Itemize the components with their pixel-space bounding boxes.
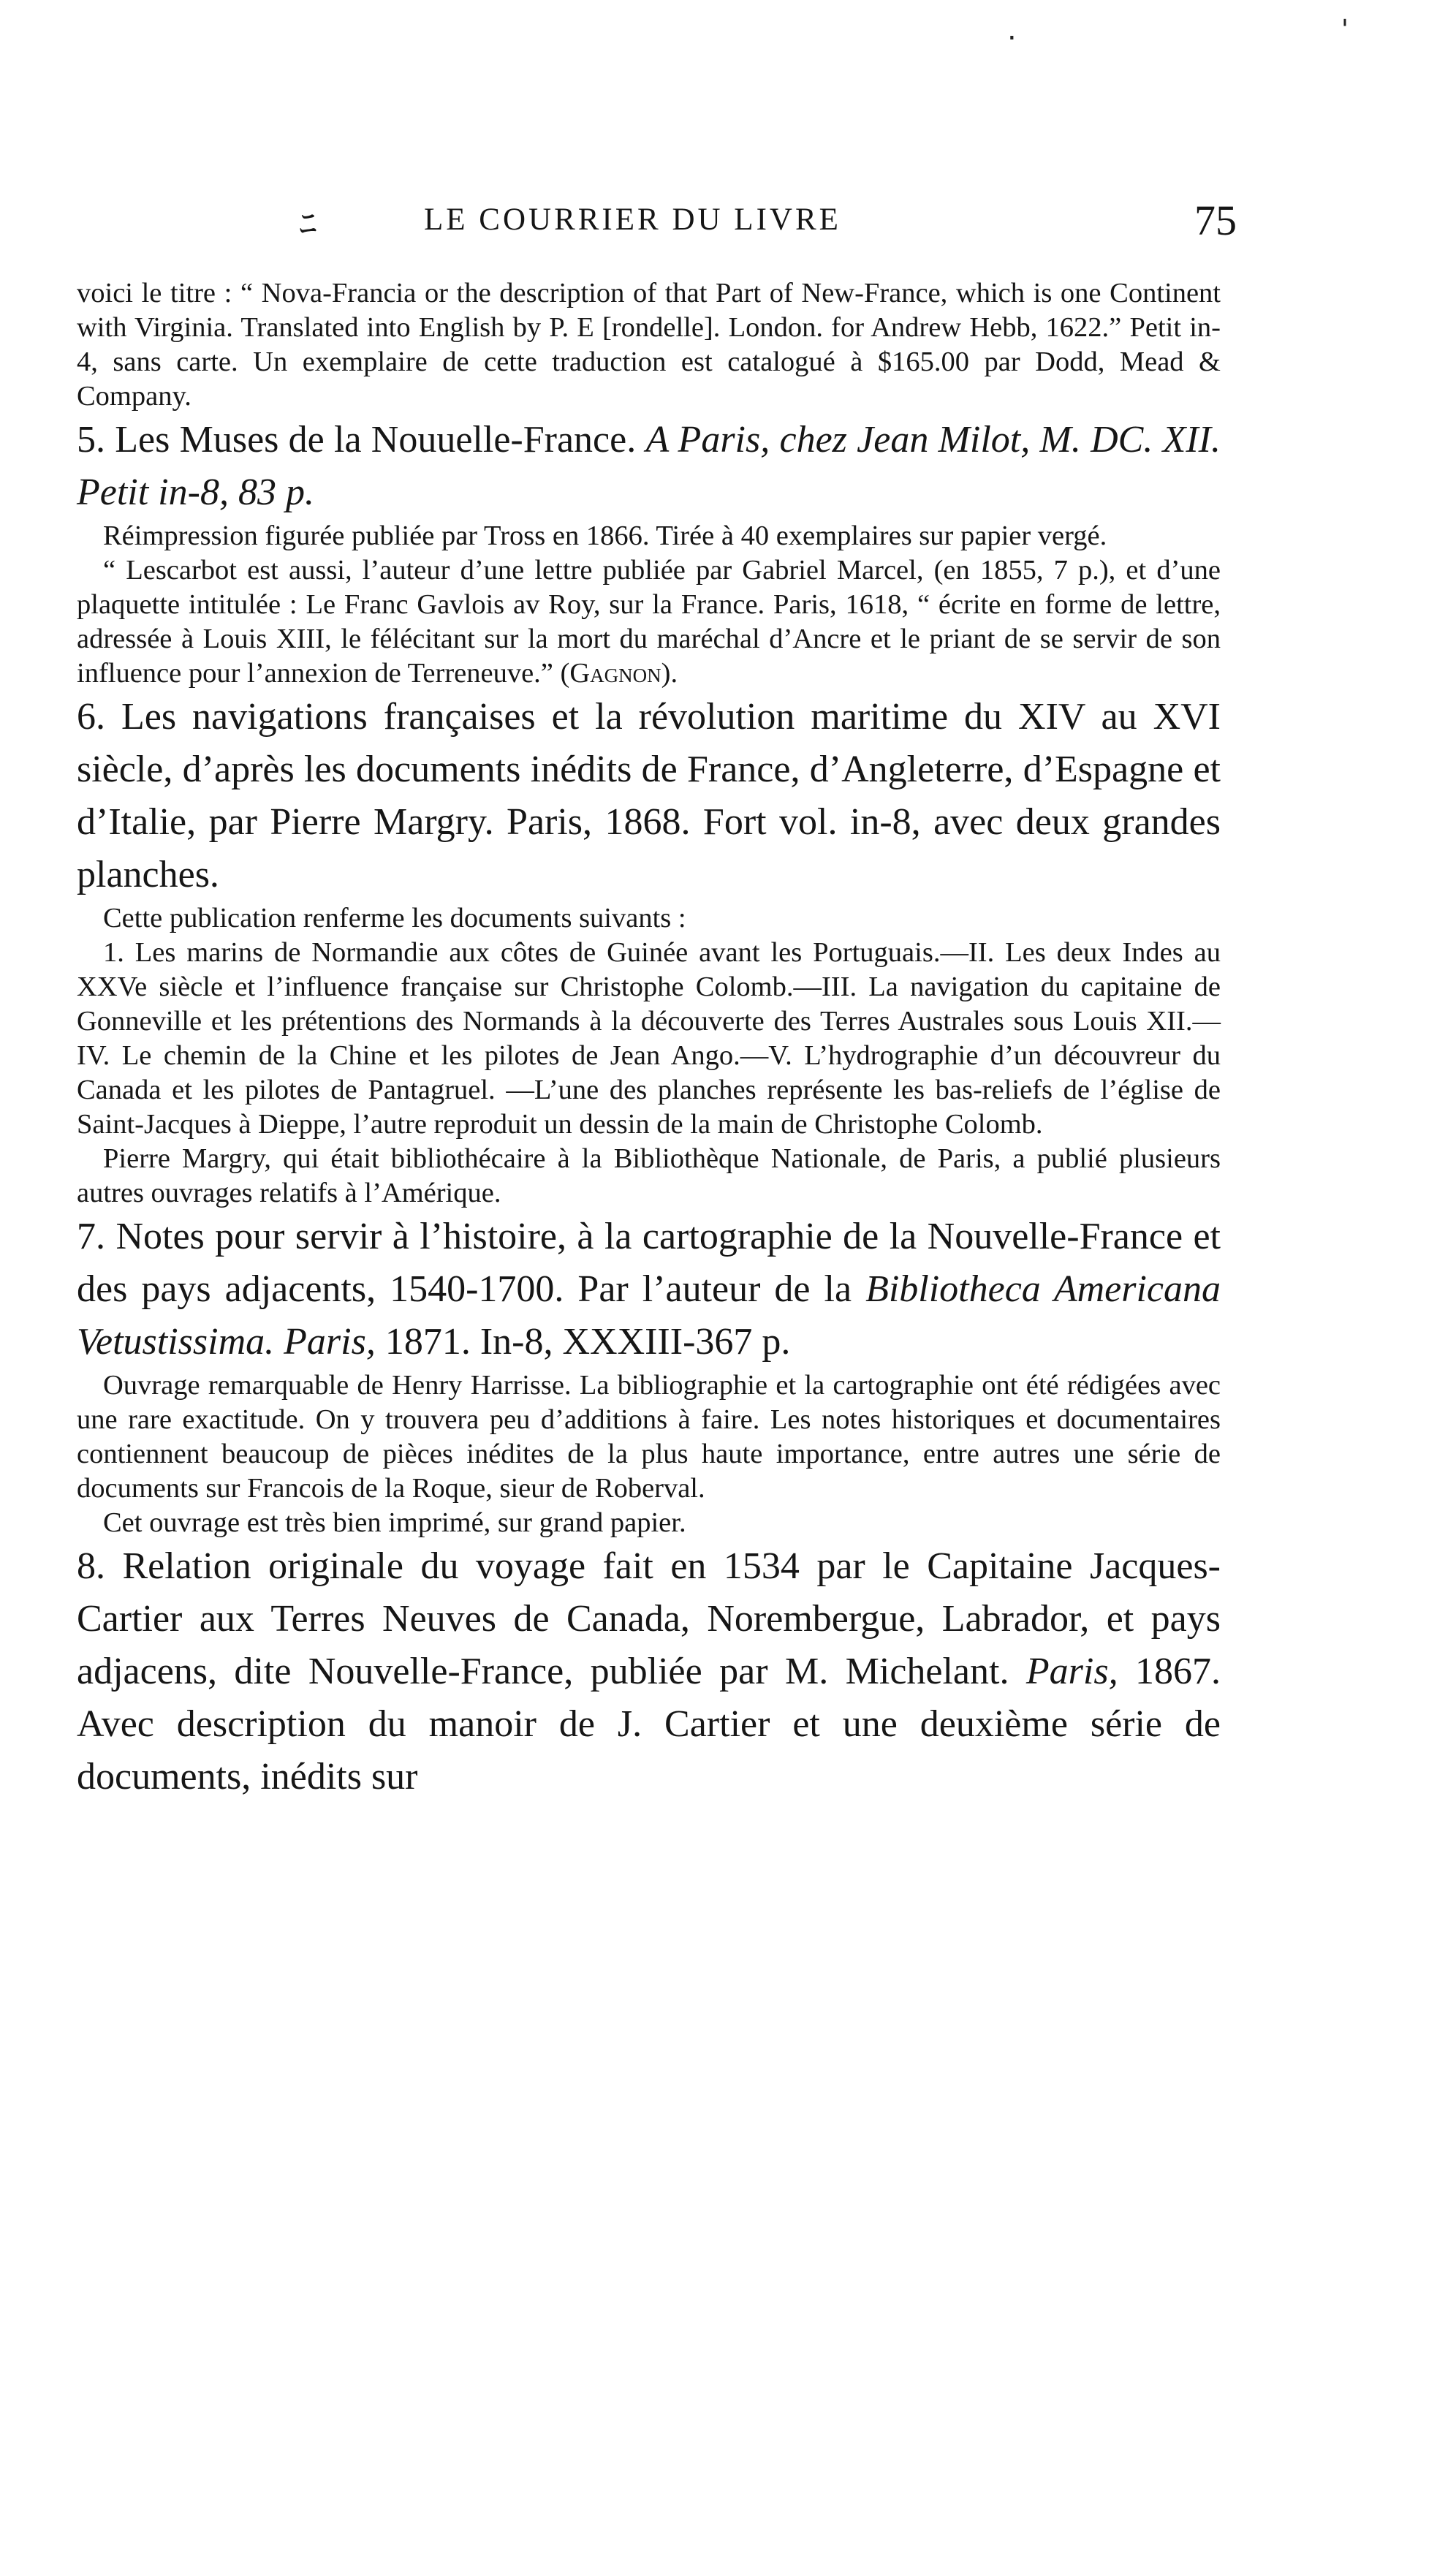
entry-place: Paris, (284, 1321, 376, 1363)
speck-mark: ' (1341, 15, 1349, 45)
entry-title: Les Muses de la Nouuelle-France. (115, 419, 637, 461)
entry-number: 5. (77, 419, 105, 461)
entry-6-heading (77, 691, 1221, 901)
entry-text: Relation originale du voyage fait en 1534 par le Capitaine Jacques-Cartier aux Terres Neuves de Canada, Norembergue, Labrador, et pays adjacens, dite Nouvelle-France, publiée par M. Michelant. (77, 1545, 1221, 1692)
entry-italic-title: Bibliotheca Americana Vetustissima. (77, 1268, 1221, 1363)
entry-5-heading (77, 414, 1221, 519)
entry-8-heading (77, 1540, 1221, 1803)
entry-number: 7. (77, 1216, 105, 1257)
page-number: 75 (1194, 197, 1237, 244)
running-title: LE COURRIER DU LIVRE (424, 202, 841, 237)
page-body (77, 276, 1221, 1803)
entry-imprint: A Paris, chez Jean Milot, M. DC. XII. Petit in-8, 83 p. (77, 419, 1221, 513)
entry-6-contents: 1. Les marins de Normandie aux côtes de Guinée avant les Portuguais.—II. Les deux Indes au XXVe siècle et l’influence française sur Christophe Colomb.—III. La navigation du capitaine de Gonneville et les prétentions des Normands à la découverte des Terres Australes sous Louis XII.—IV. Le chemin de la Chine et les pilotes de Jean Ango.—V. L’hydrographie d’un découvreur du Canada et les pilotes de Pantagruel. —L’une des planches représente les bas-reliefs de l’église de Saint-Jacques à Dieppe, l’autre reproduit un dessin de la main de Christophe Colomb. (77, 937, 1221, 1140)
speck-mark: . (1007, 13, 1017, 47)
header-ornament: ﾆ (300, 205, 316, 243)
entry-text: 1871. In-8, XXXIII-367 p. (375, 1321, 791, 1363)
running-header (300, 196, 1237, 254)
quote-end: ). (661, 658, 678, 689)
entry-text: 1867. Avec description du manoir de J. Cartier et une deuxième série de documents, inédits sur (77, 1651, 1221, 1798)
entry-5-quote (77, 553, 1221, 691)
intro-paragraph: voici le titre : “ Nova-Francia or the description of that Part of New-France, which is one Continent with Virginia. Translated into English by P. E [rondelle]. London. for Andrew Hebb, 1622.” Petit in-4, sans carte. Un exemplaire de cette traduction est catalogué à $165.00 par Dodd, Mead & Company. (77, 278, 1221, 412)
entry-6-note: Cette publication renferme les documents suivants : (103, 903, 686, 933)
entry-6-author-note: Pierre Margry, qui était bibliothécaire à la Bibliothèque Nationale, de Paris, a publié plusieurs autres ouvrages relatifs à l’Amérique. (77, 1143, 1221, 1208)
entry-number: 6. (77, 696, 105, 738)
entry-number: 8. (77, 1545, 105, 1587)
entry-7-heading (77, 1211, 1221, 1368)
quote-source: Gagnon (569, 658, 661, 689)
entry-text: Les navigations françaises et la révolution maritime du XIV au XVI siècle, d’après les documents inédits de France, d’Angleterre, d’Espagne et d’Italie, par Pierre Margry. Paris, 1868. Fort vol. in-8, avec deux grandes planches. (77, 696, 1221, 895)
quote-text: “ Lescarbot est aussi, l’auteur d’une lettre publiée par Gabriel Marcel, (en 1855, 7 p.), et d’une plaquette intitulée : Le Franc Gavlois av Roy, sur la France. Paris, 1618, “ écrite en forme de lettre, adressée à Louis XIII, le félécitant sur la mort du maréchal d’Ancre et le priant de se servir de son influence pour l’annexion de Terreneuve.” ( (77, 555, 1221, 689)
entry-7-note: Ouvrage remarquable de Henry Harrisse. La bibliographie et la cartographie ont été rédigées avec une rare exactitude. On y trouvera peu d’additions à faire. Les notes historiques et documentaires contiennent beaucoup de pièces inédites de la plus haute importance, entre autres une série de documents sur Francois de la Roque, sieur de Roberval. (77, 1370, 1221, 1504)
entry-5-note: Réimpression figurée publiée par Tross en 1866. Tirée à 40 exemplaires sur papier vergé. (103, 520, 1107, 551)
entry-text: Notes pour servir à l’histoire, à la cartographie de la Nouvelle-France et des pays adjacents, 1540-1700. Par l’auteur de la (77, 1216, 1221, 1310)
entry-7-note-2: Cet ouvrage est très bien imprimé, sur grand papier. (103, 1507, 686, 1538)
entry-place: Paris, (1025, 1651, 1118, 1692)
